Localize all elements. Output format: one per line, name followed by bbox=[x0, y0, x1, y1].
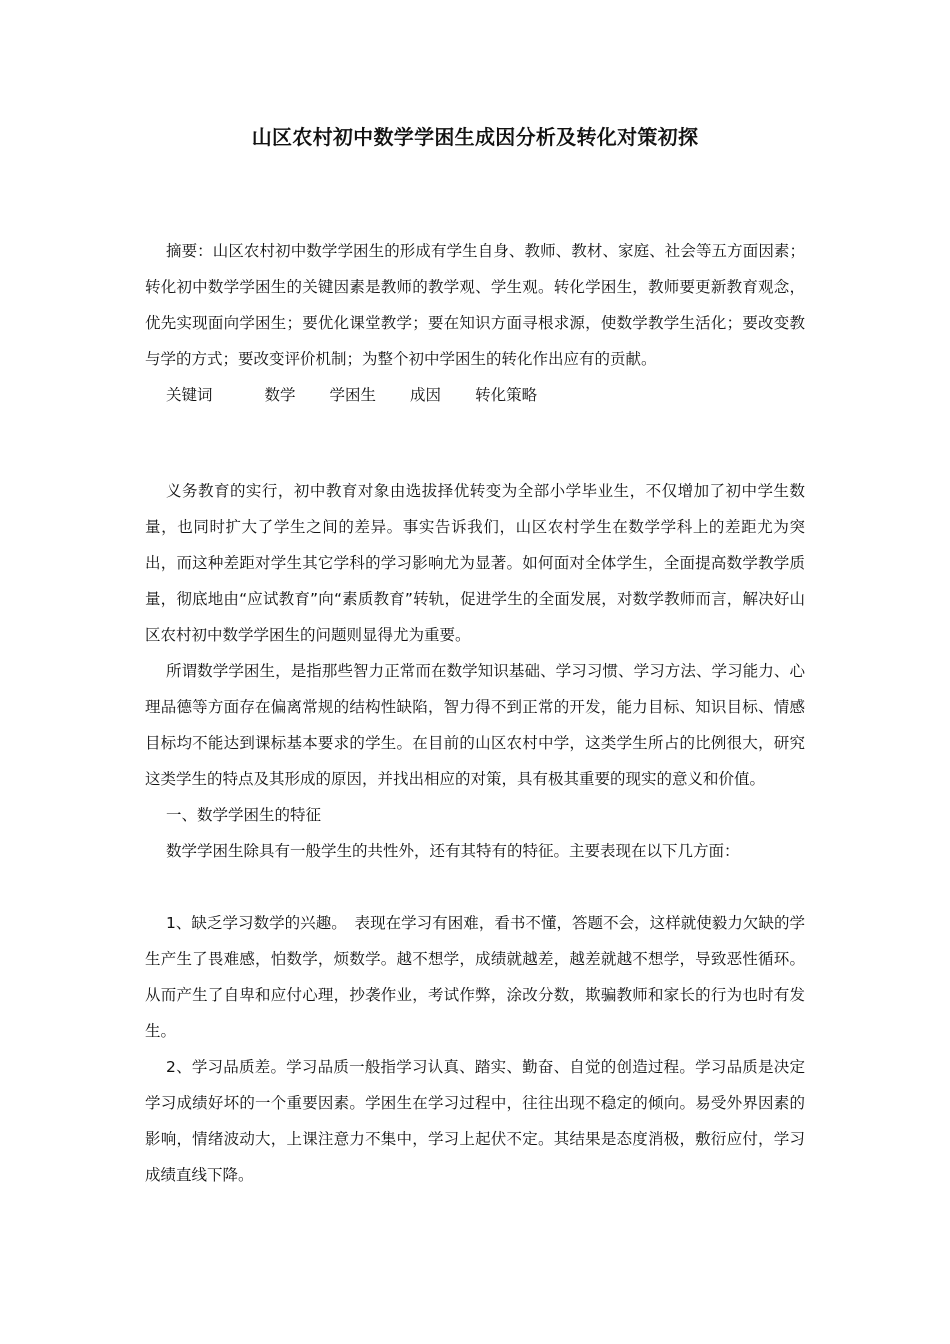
keyword-item: 学困生 bbox=[329, 386, 377, 404]
intro-paragraph: 所谓数学学困生，是指那些智力正常而在数学知识基础、学习习惯、学习方法、学习能力、心理品德等方面存在偏离常规的结构性缺陷，智力得不到正常的开发，能力目标、知识目标、情感目标均不能达到课标基本要求的学生。在目前的山区农村中学，这类学生所占的比例很大，研究这类学生的特点及其形成的原因，并找出相应的对策，具有极其重要的现实的意义和价值。 bbox=[145, 662, 805, 788]
point-paragraph: 2、学习品质差。学习品质一般指学习认真、踏实、勤奋、自觉的创造过程。学习品质是决定学习成绩好坏的一个重要因素。学困生在学习过程中，往往出现不稳定的倾向。易受外界因素的影响，情绪波动大，上课注意力不集中，学习上起伏不定。其结果是态度消极，敷衍应付，学习成绩直线下降。 bbox=[145, 1058, 805, 1184]
main-text-block bbox=[145, 473, 805, 1193]
abstract-paragraph: 摘要：山区农村初中数学学困生的形成有学生自身、教师、教材、家庭、社会等五方面因素；转化初中数学学困生的关键因素是教师的教学观、学生观。转化学困生，教师要更新教育观念，优先实现面向学困生；要优化课堂教学；要在知识方面寻根求源，使数学教学生活化；要改变教与学的方式；要改变评价机制；为整个初中学困生的转化作出应有的贡献。 bbox=[145, 242, 805, 368]
abstract-block bbox=[145, 233, 805, 413]
keyword-item: 成因 bbox=[410, 386, 442, 404]
intro-paragraph: 义务教育的实行，初中教育对象由选拔择优转变为全部小学毕业生，不仅增加了初中学生数量，也同时扩大了学生之间的差异。事实告诉我们，山区农村学生在数学学科上的差距尤为突出，而这种差距对学生其它学科的学习影响尤为显著。如何面对全体学生，全面提高数学教学质量，彻底地由“应试教育”向“素质教育”转轨，促进学生的全面发展，对数学教师而言，解决好山区农村初中数学学困生的问题则显得尤为重要。 bbox=[145, 482, 805, 644]
keywords-label: 关键词 bbox=[166, 386, 213, 404]
point-paragraph: 1、缺乏学习数学的兴趣。 表现在学习有困难，看书不懂，答题不会，这样就使毅力欠缺的学生产生了畏难感，怕数学，烦数学。越不想学，成绩就越差，越差就越不想学，导致恶性循环。从而产生了自卑和应付心理，抄袭作业，考试作弊，涂改分数，欺骗教师和家长的行为也时有发生。 bbox=[145, 914, 805, 1040]
blank-line bbox=[145, 869, 805, 905]
document-title: 山区农村初中数学学困生成因分析及转化对策初探 bbox=[251, 125, 699, 149]
section-heading: 一、数学学困生的特征 bbox=[166, 806, 322, 824]
keyword-item: 转化策略 bbox=[475, 386, 538, 404]
keywords-line bbox=[145, 377, 805, 413]
section-intro: 数学学困生除具有一般学生的共性外，还有其特有的特征。主要表现在以下几方面： bbox=[166, 842, 740, 860]
keyword-item: 数学 bbox=[264, 386, 296, 404]
